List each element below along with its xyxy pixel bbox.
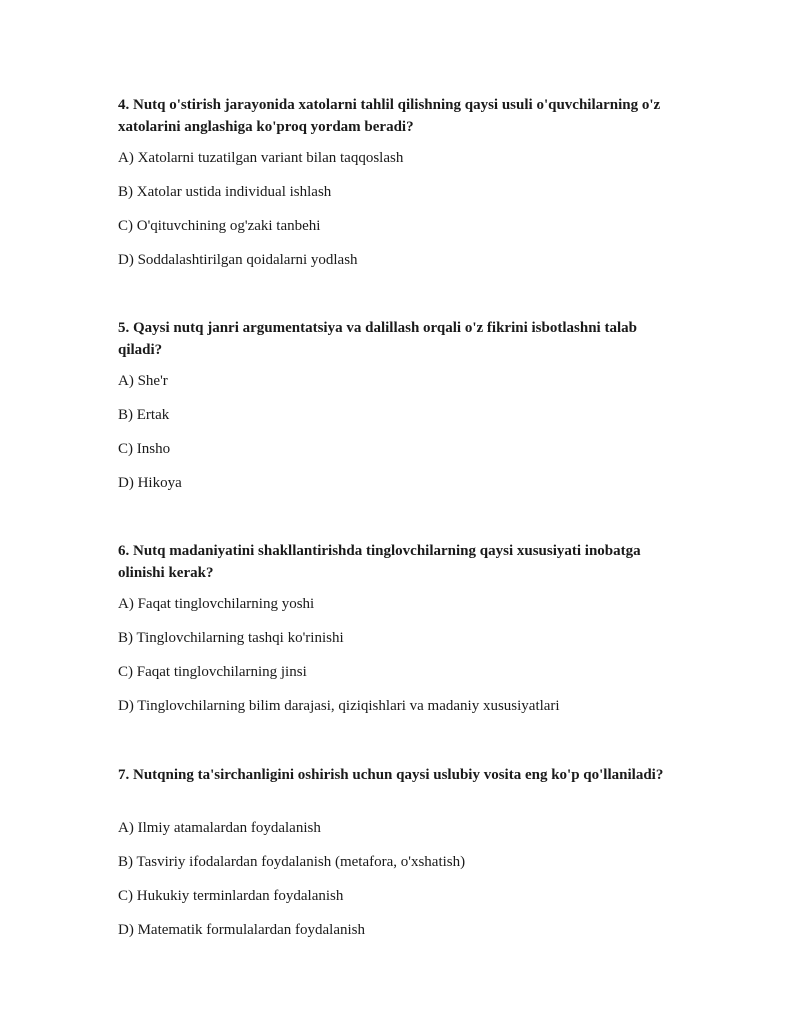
option-c: C) Insho — [118, 441, 171, 457]
option-a: A) Xatolarni tuzatilgan variant bilan taqqoslash — [118, 150, 404, 166]
option-d: D) Soddalashtirilgan qoidalarni yodlash — [118, 252, 358, 268]
question-6 — [118, 540, 678, 714]
option-a: A) She'r — [118, 373, 168, 389]
option-c: C) Faqat tinglovchilarning jinsi — [118, 664, 307, 680]
option-b: B) Xatolar ustida individual ishlash — [118, 184, 332, 200]
option-d: D) Tinglovchilarning bilim darajasi, qiziqishlari va madaniy xususiyatlari — [118, 698, 560, 714]
option-b: B) Ertak — [118, 407, 170, 423]
question-text: 4. Nutq o'stirish jarayonida xatolarni tahlil qilishning qaysi usuli o'quvchilarning o'z xatolarini anglashiga ko'proq yordam beradi? — [118, 97, 661, 135]
option-d: D) Matematik formulalardan foydalanish — [118, 922, 366, 938]
option-d: D) Hikoya — [118, 475, 182, 491]
option-c: C) O'qituvchining og'zaki tanbehi — [118, 218, 321, 234]
question-4 — [118, 94, 678, 268]
option-b: B) Tasviriy ifodalardan foydalanish (metafora, o'xshatish) — [118, 854, 466, 870]
question-5 — [118, 317, 678, 491]
option-a: A) Ilmiy atamalardan foydalanish — [118, 820, 321, 836]
question-text: 5. Qaysi nutq janri argumentatsiya va dalillash orqali o'z fikrini isbotlashni talab qiladi? — [118, 320, 637, 358]
question-7 — [118, 764, 678, 938]
option-b: B) Tinglovchilarning tashqi ko'rinishi — [118, 630, 344, 646]
question-text: 6. Nutq madaniyatini shakllantirishda tinglovchilarning qaysi xususiyati inobatga olinishi kerak? — [118, 543, 641, 581]
question-text: 7. Nutqning ta'sirchanligini oshirish uchun qaysi uslubiy vosita eng ko'p qo'llaniladi? — [118, 767, 664, 783]
option-c: C) Hukukiy terminlardan foydalanish — [118, 888, 344, 904]
option-a: A) Faqat tinglovchilarning yoshi — [118, 596, 315, 612]
